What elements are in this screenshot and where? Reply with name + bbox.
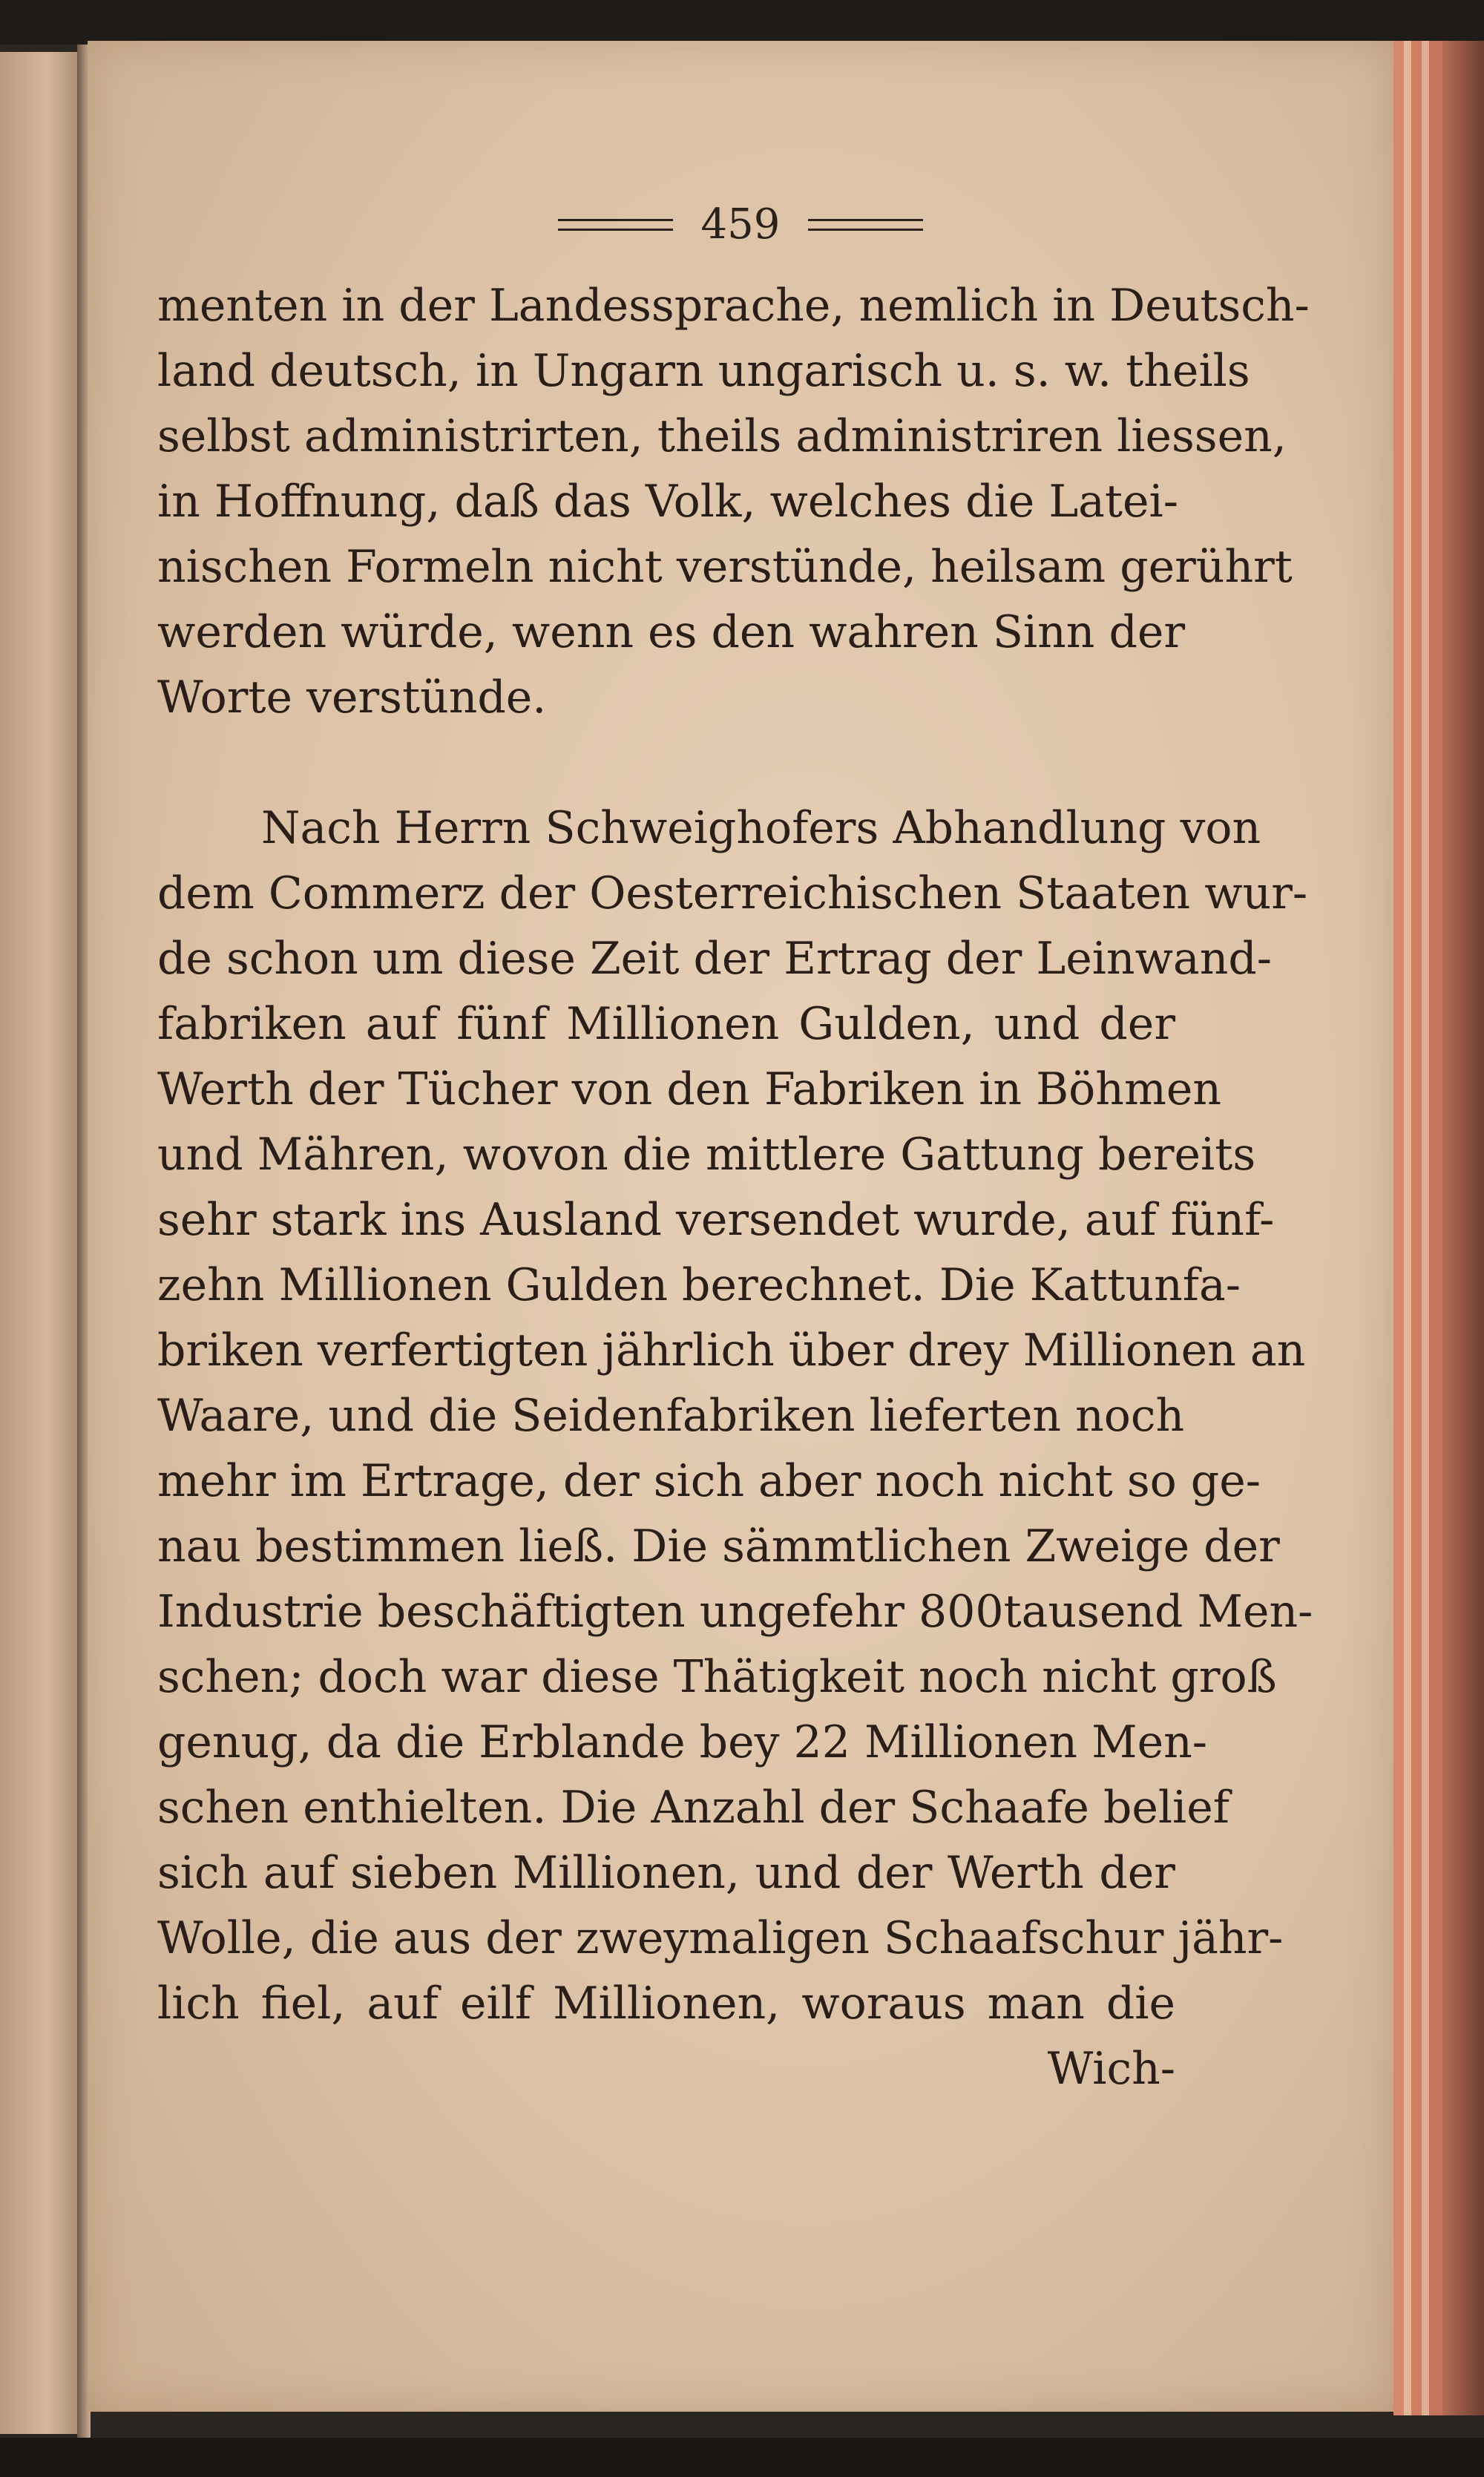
page-edge-red [1393, 41, 1404, 2415]
facing-page-edge [0, 52, 80, 2434]
text-line: mehr im Ertrage, der sich aber noch nicht so ge- [157, 1455, 1261, 1507]
text-line: selbst administrirten, theils administriren liessen, [157, 410, 1287, 462]
text-line: sehr stark ins Ausland versendet wurde, auf fünf- [157, 1194, 1275, 1246]
text-line: de schon um diese Zeit der Ertrag der Leinwand- [157, 933, 1273, 985]
text-line: nau bestimmen ließ. Die sämmtlichen Zweige der [157, 1520, 1280, 1572]
page-edge-red [1411, 41, 1422, 2415]
text-line: menten in der Landessprache, nemlich in Deutsch- [157, 280, 1310, 332]
text-line: in Hoffnung, daß das Volk, welches die Latei- [157, 476, 1179, 528]
page-edge-red [1429, 41, 1442, 2415]
text-line: Waare, und die Seidenfabriken lieferten noch [157, 1390, 1185, 1442]
text-line: Wolle, die aus der zweymaligen Schaafschur jähr- [157, 1912, 1284, 1964]
text-line: schen enthielten. Die Anzahl der Schaafe belief [157, 1782, 1229, 1834]
text-line: briken verfertigten jährlich über drey Millionen an [157, 1325, 1306, 1377]
text-line: dem Commerz der Oesterreichischen Staaten wur- [157, 867, 1308, 919]
page-edge-light [1422, 41, 1429, 2415]
paragraph-spacer [157, 730, 1175, 795]
page-number: 459 [700, 200, 781, 249]
text-line: Industrie beschäftigten ungefehr 800tausend Men- [157, 1586, 1313, 1638]
page-body [157, 273, 1313, 2102]
text-line: zehn Millionen Gulden berechnet. Die Kattunfa- [157, 1259, 1241, 1311]
text-line: werden würde, wenn es den wahren Sinn der [157, 606, 1186, 658]
text-line: Werth der Tücher von den Fabriken in Böhmen [157, 1063, 1221, 1115]
page-header [88, 199, 1393, 251]
text-line: sich auf sieben Millionen, und der Werth der [157, 1847, 1175, 1899]
header-rule-left [558, 219, 673, 231]
page-edge-light [1404, 41, 1411, 2415]
paragraph [157, 273, 1310, 730]
header-rule-right [808, 219, 923, 231]
book-cover-edge [1442, 41, 1484, 2415]
text-line: genug, da die Erblande bey 22 Millionen Men- [157, 1716, 1208, 1768]
text-line: lich fiel, auf eilf Millionen, woraus man die [157, 1978, 1175, 2030]
text-line: Worte verstünde. [157, 672, 547, 724]
text-line: land deutsch, in Ungarn ungarisch u. s. w. theils [157, 345, 1250, 397]
text-line: Nach Herrn Schweighofers Abhandlung von [261, 802, 1261, 854]
text-line: fabriken auf fünf Millionen Gulden, und der [157, 998, 1175, 1050]
catchword: Wich- [1047, 2043, 1175, 2095]
scan-background-top [0, 0, 1484, 45]
paragraph [157, 795, 1313, 2036]
scan-background-bottom [0, 2438, 1484, 2477]
text-line: nischen Formeln nicht verstünde, heilsam gerührt [157, 541, 1293, 593]
text-line: schen; doch war diese Thätigkeit noch nicht groß [157, 1651, 1277, 1703]
text-line: und Mähren, wovon die mittlere Gattung bereits [157, 1129, 1256, 1181]
